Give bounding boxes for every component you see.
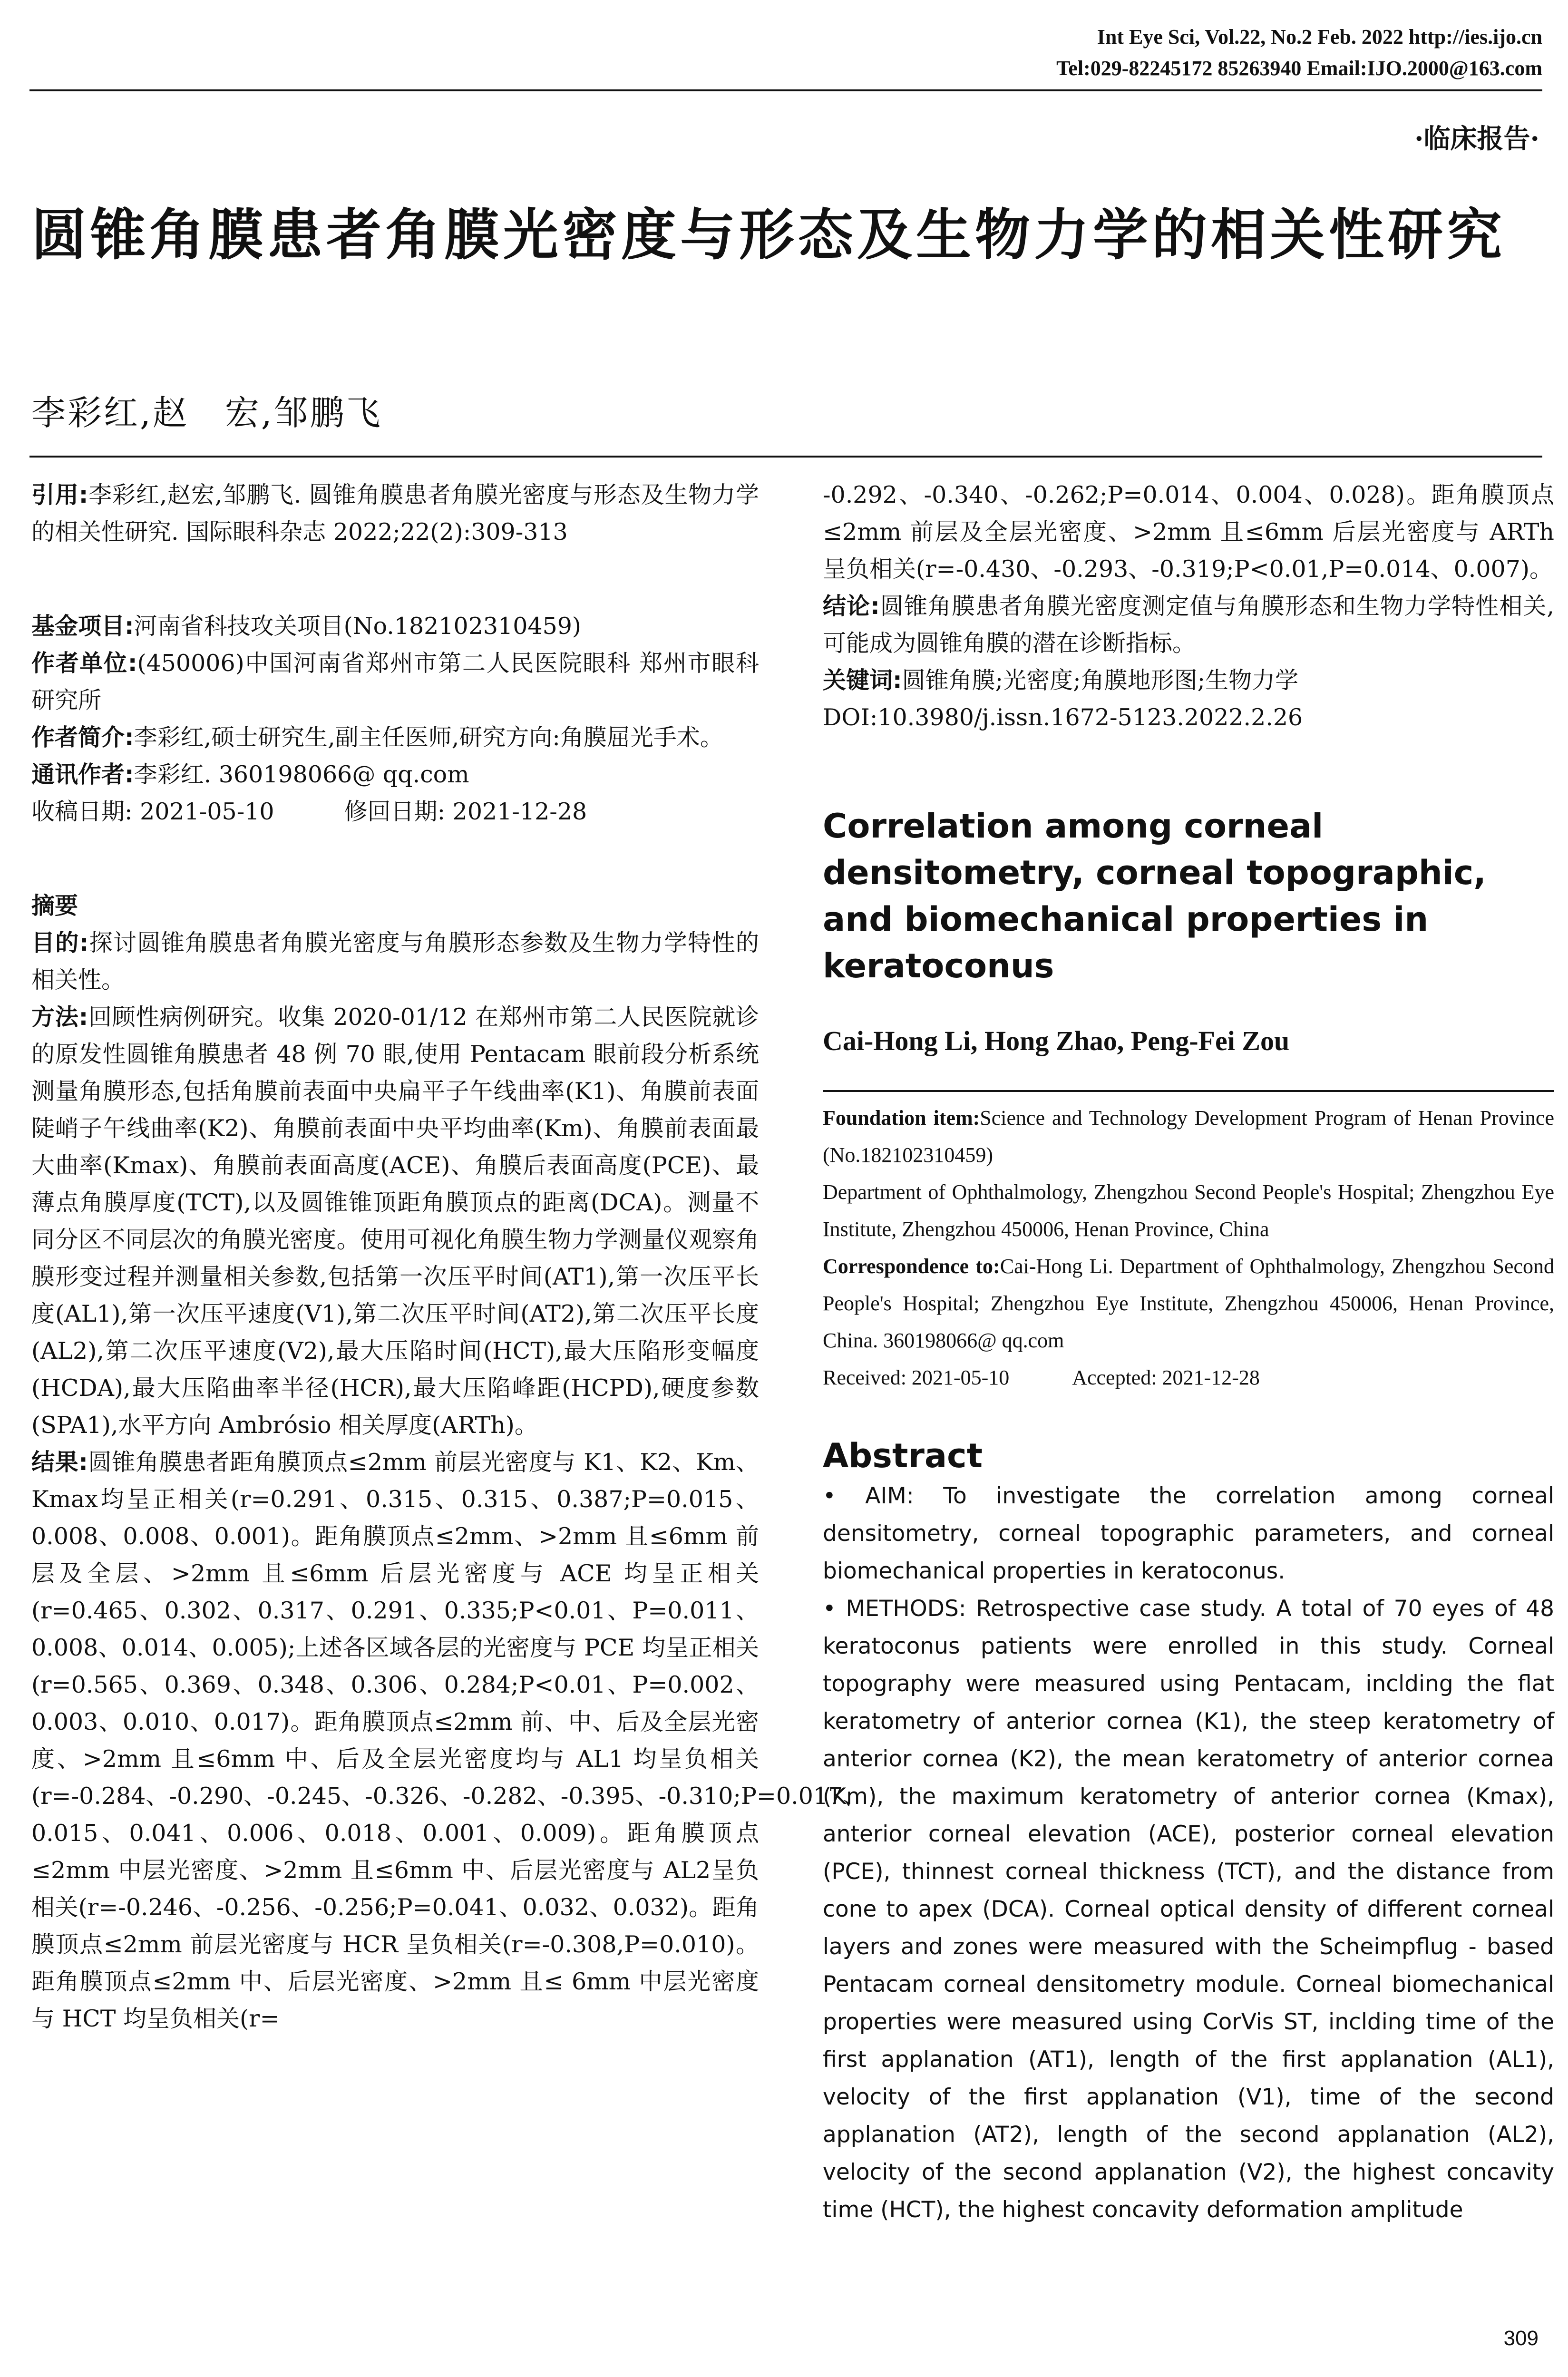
page-number: 309 [1503,2327,1539,2350]
article-title: 圆锥角膜患者角膜光密度与形态及生物力学的相关性研究 [31,203,1506,267]
received-accepted: Received: 2021-05-10 Accepted: 2021-12-28 [823,1366,1260,1389]
english-authors-divider [823,1090,1554,1092]
left-column [31,477,867,2037]
aim-en: • AIM: To investigate the correlation among corneal densitometry, corneal topographic parameters, and corneal biomechanical properties in keratoconus. [823,1483,1554,1584]
doi: DOI:10.3980/j.issn.1672-5123.2022.2.26 [823,704,1303,731]
correspondence: Correspondence to:Cai-Hong Li. Department of Ophthalmology, Zhengzhou Second People's Hospital; Zhengzhou Eye Institute, Zhengzhou 450006, Henan Province, China. 360198066@ qq.com [823,1255,1554,1352]
article-authors: 李彩红,赵 宏,邹鹏飞 [31,393,382,433]
keywords-cn: 关键词:圆锥角膜;光密度;角膜地形图;生物力学 [823,667,1299,694]
conclusion-cn: 结论:圆锥角膜患者角膜光密度测定值与角膜形态和生物力学特性相关,可能成为圆锥角膜的潜在诊断指标。 [823,593,1554,657]
header-divider [29,89,1542,91]
aim-cn: 目的:探讨圆锥角膜患者角膜光密度与角膜形态参数及生物力学特性的相关性。 [31,929,759,994]
foundation-item: Foundation item:Science and Technology Development Program of Henan Province (No.182102310459) [823,1106,1554,1167]
journal-header-line1: Int Eye Sci, Vol.22, No.2 Feb. 2022 http://ies.ijo.cn [1097,25,1542,49]
methods-en: • METHODS: Retrospective case study. A total of 70 eyes of 48 keratoconus patients were enrolled in this study. Corneal topography were measured using Pentacam, inclding the flat keratometry of anterior cornea (K1), the steep keratometry of anterior cornea (K2), the mean keratometry of anterior cornea (Km), the maximum keratometry of anterior cornea (Kmax), anterior corneal elevation (ACE), posterior corneal elevation (PCE), thinnest corneal thickness (TCT), and the distance from cone to apex (DCA). Corneal optical density of different corneal layers and zones were measured with the Scheimpflug - based Pentacam corneal densitometry module. Corneal biomechanical properties were measured using CorVis ST, inclding time of the first applanation (AT1), length of the first applanation (AL1), velocity of the first applanation (V1), time of the second applanation (AT2), length of the second applanation (AL2), velocity of the second applanation (V2), the highest concavity time (HCT), the highest concavity deformation amplitude [823,1596,1554,2223]
citation: 引用:李彩红,赵宏,邹鹏飞. 圆锥角膜患者角膜光密度与形态及生物力学的相关性研究. 国际眼科杂志 2022;22(2):309-313 [31,481,759,546]
methods-cn: 方法:回顾性病例研究。收集 2020-01/12 在郑州市第二人民医院就诊的原发性圆锥角膜患者 48 例 70 眼,使用 Pentacam 眼前段分析系统测量角膜形态,包括角膜前表面中央扁平子午线曲率(K1)、角膜前表面陡峭子午线曲率(K2)、角膜前表面中央平均曲率(Km)、角膜前表面最大曲率(Kmax)、角膜前表面高度(ACE)、角膜后表面高度(PCE)、最薄点角膜厚度(TCT),以及圆锥锥顶距角膜顶点的距离(DCA)。测量不同分区不同层次的角膜光密度。使用可视化角膜生物力学测量仪观察角膜形变过程并测量相关参数,包括第一次压平时间(AT1),第一次压平长度(AL1),第一次压平速度(V1),第二次压平时间(AT2),第二次压平长度(AL2),第二次压平速度(V2),最大压陷时间(HCT),最大压陷形变幅度(HCDA),最大压陷曲率半径(HCR),最大压陷峰距(HCPD),硬度参数(SPA1),水平方向 Ambrósio 相关厚度(ARTh)。 [31,1003,759,1439]
section-label: ·临床报告· [1414,123,1539,155]
title-divider [29,456,1542,458]
abstract-heading-cn: 摘要 [31,892,78,919]
department: Department of Ophthalmology, Zhengzhou Second People's Hospital; Zhengzhou Eye Institute, Zhengzhou 450006, Henan Province, China [823,1180,1554,1241]
right-column [823,477,1554,2229]
english-title: Correlation among corneal densitometry, corneal topographic, and biomechanical properties in keratoconus [823,807,1486,985]
journal-header-line2: Tel:029-82245172 85263940 Email:IJO.2000@163.com [1056,57,1542,80]
author-unit: 作者单位:(450006)中国河南省郑州市第二人民医院眼科 郑州市眼科研究所 [31,650,759,714]
fund: 基金项目:河南省科技攻关项目(No.182102310459) [31,613,582,640]
corresponding-author: 通讯作者:李彩红. 360198066@ qq.com [31,761,469,788]
english-authors: Cai-Hong Li, Hong Zhao, Peng-Fei Zou [823,1025,1290,1056]
dates: 收稿日期: 2021-05-10 修回日期: 2021-12-28 [31,798,587,825]
abstract-heading-en: Abstract [823,1436,983,1475]
results-cn-cont: -0.292、-0.340、-0.262;P=0.014、0.004、0.028)。距角膜顶点≤2mm 前层及全层光密度、>2mm 且≤6mm 后层光密度与 ARTh 呈负相关(r=-0.430、-0.293、-0.319;P<0.01,P=0.014、0.007)。 [823,481,1554,583]
author-bio: 作者简介:李彩红,硕士研究生,副主任医师,研究方向:角膜屈光手术。 [31,724,723,751]
results-cn: 结果:圆锥角膜患者距角膜顶点≤2mm 前层光密度与 K1、K2、Km、Kmax均呈正相关(r=0.291、0.315、0.315、0.387;P=0.015、0.008、0.008、0.001)。距角膜顶点≤2mm、>2mm 且≤6mm 前层及全层、>2mm 且≤6mm 后层光密度与 ACE 均呈正相关(r=0.465、0.302、0.317、0.291、0.335;P<0.01、P=0.011、0.008、0.014、0.005);上述各区域各层的光密度与 PCE 均呈正相关(r=0.565、0.369、0.348、0.306、0.284;P<0.01、P=0.002、0.003、0.010、0.017)。距角膜顶点≤2mm 前、中、后及全层光密度、>2mm 且≤6mm 中、后及全层光密度均与 AL1 均呈负相关(r=-0.284、-0.290、-0.245、-0.326、-0.282、-0.395、-0.310;P=0.017、0.015、0.041、0.006、0.018、0.001、0.009)。距角膜顶点≤2mm 中层光密度、>2mm 且≤6mm 中、后层光密度与 AL2呈负相关(r=-0.246、-0.256、-0.256;P=0.041、0.032、0.032)。距角膜顶点≤2mm 前层光密度与 HCR 呈负相关(r=-0.308,P=0.010)。距角膜顶点≤2mm 中、后层光密度、>2mm 且≤ 6mm 中层光密度与 HCT 均呈负相关(r= [31,1449,867,2032]
